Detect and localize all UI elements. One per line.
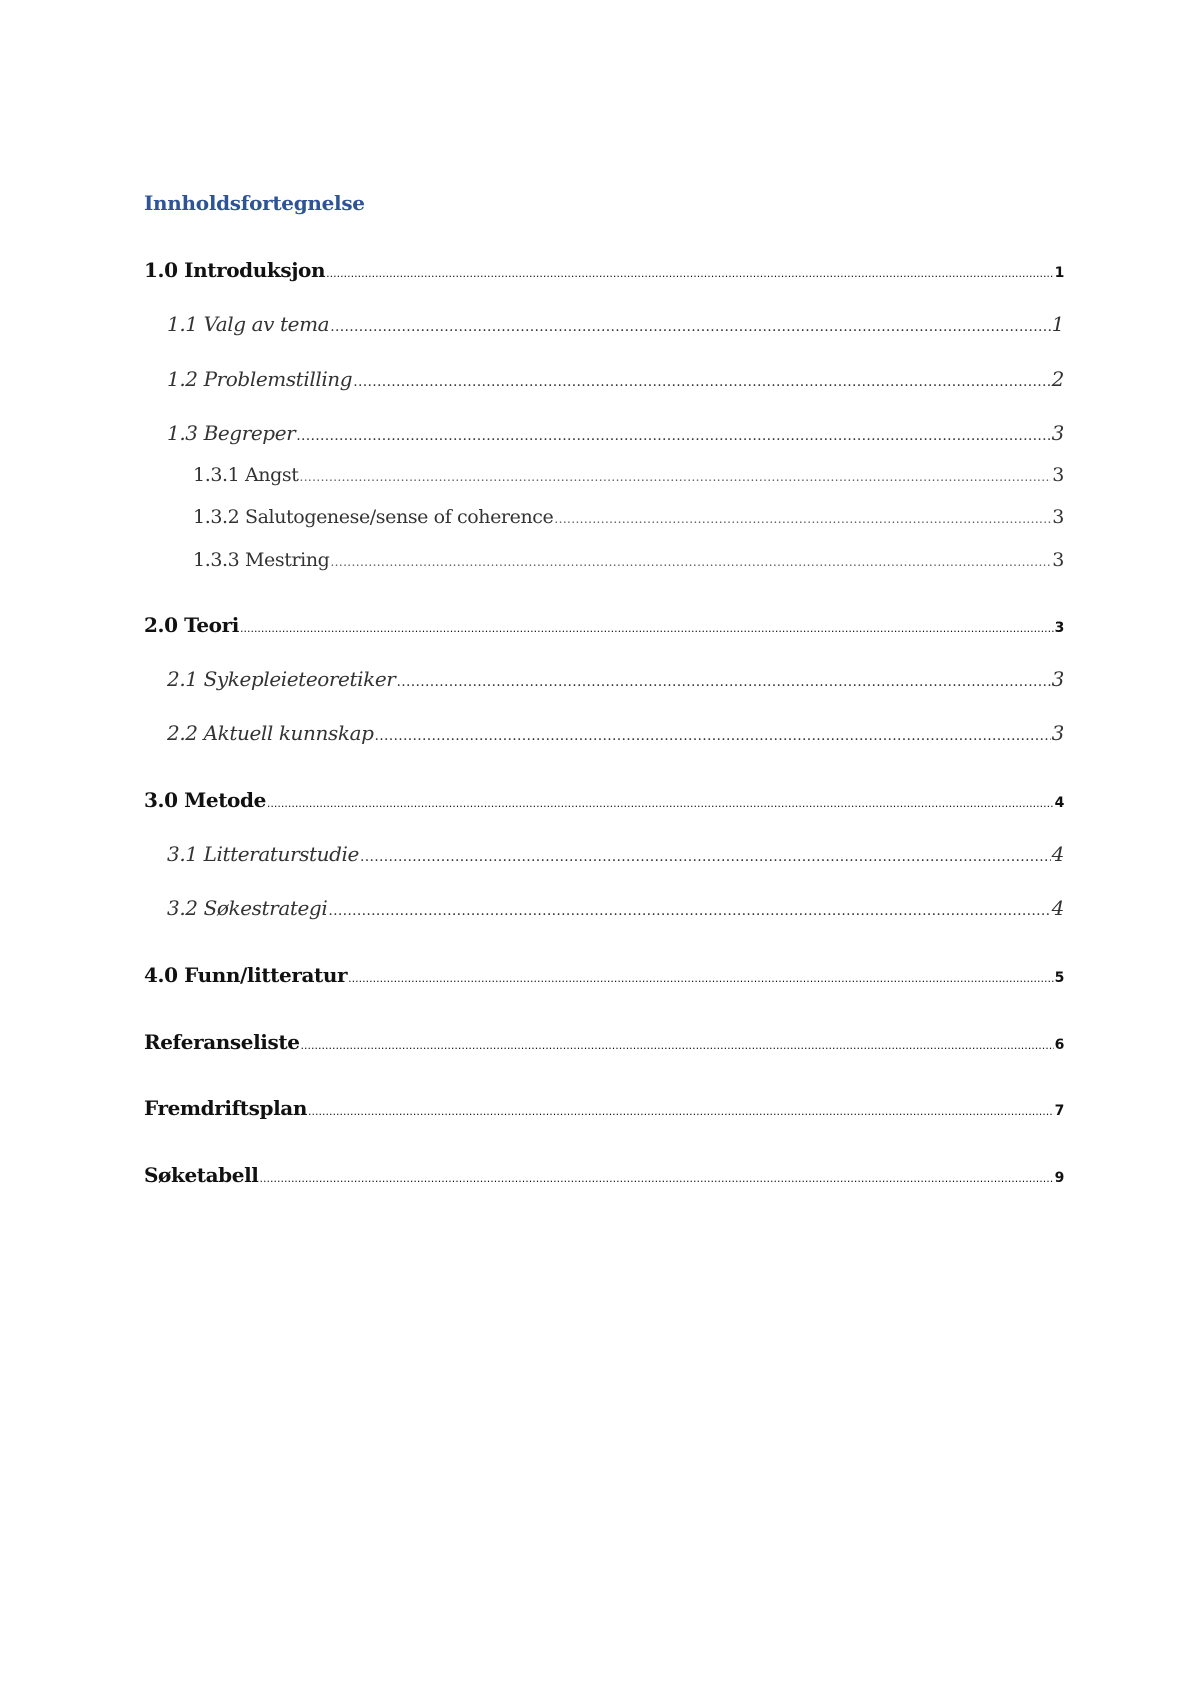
toc-entry-page: 4 bbox=[1051, 842, 1064, 866]
toc-leader-dots bbox=[326, 267, 1054, 280]
toc-entry-page: 1 bbox=[1054, 265, 1064, 281]
toc-leader-dots bbox=[259, 1172, 1053, 1185]
toc-entry-problemstilling[interactable] bbox=[167, 367, 1064, 391]
toc-entry-page: 3 bbox=[1052, 506, 1064, 528]
toc-leader-dots bbox=[375, 728, 1051, 744]
toc-entry-label: 3.0 Metode bbox=[144, 788, 266, 812]
toc-entry-referanseliste[interactable] bbox=[144, 1030, 1064, 1054]
toc-entry-label: 1.3.1 Angst bbox=[193, 464, 299, 486]
toc-entry-introduksjon[interactable] bbox=[144, 258, 1064, 282]
toc-entry-metode[interactable] bbox=[144, 788, 1064, 812]
toc-leader-dots bbox=[353, 374, 1050, 390]
toc-leader-dots bbox=[396, 674, 1050, 690]
toc-entry-aktuell-kunnskap[interactable] bbox=[167, 721, 1064, 745]
toc-leader-dots bbox=[330, 319, 1050, 335]
toc-entry-angst[interactable] bbox=[193, 464, 1064, 486]
toc-entry-label: 2.1 Sykepleieteoretiker bbox=[167, 667, 396, 691]
toc-entry-page: 3 bbox=[1052, 464, 1064, 486]
toc-entry-page: 4 bbox=[1051, 896, 1064, 920]
toc-entry-salutogenese[interactable] bbox=[193, 506, 1064, 528]
toc-entry-label: 1.3 Begreper bbox=[167, 421, 296, 445]
toc-leader-dots bbox=[240, 622, 1054, 635]
toc-leader-dots bbox=[554, 512, 1051, 526]
toc-entry-label: 1.3.2 Salutogenese/sense of coherence bbox=[193, 506, 554, 528]
toc-entry-page: 1 bbox=[1051, 312, 1064, 336]
toc-entry-fremdriftsplan[interactable] bbox=[144, 1096, 1064, 1120]
toc-entry-litteraturstudie[interactable] bbox=[167, 842, 1064, 866]
toc-entry-page: 3 bbox=[1051, 667, 1064, 691]
toc-entry-label: 1.3.3 Mestring bbox=[193, 549, 330, 571]
toc-entry-page: 4 bbox=[1054, 795, 1064, 811]
toc-entry-page: 3 bbox=[1051, 421, 1064, 445]
toc-entry-label: 3.1 Litteraturstudie bbox=[167, 842, 359, 866]
toc-entry-page: 6 bbox=[1054, 1037, 1064, 1053]
toc-leader-dots bbox=[308, 1105, 1054, 1118]
toc-entry-label: 2.2 Aktuell kunnskap bbox=[167, 721, 374, 745]
toc-entry-page: 5 bbox=[1054, 970, 1064, 986]
toc-entry-page: 7 bbox=[1054, 1103, 1064, 1119]
toc-entry-label: 1.0 Introduksjon bbox=[144, 258, 326, 282]
toc-leader-dots bbox=[330, 555, 1051, 569]
toc-entry-soketabell[interactable] bbox=[144, 1163, 1064, 1187]
toc-entry-label: 1.2 Problemstilling bbox=[167, 367, 353, 391]
toc-leader-dots bbox=[296, 428, 1050, 444]
toc-entry-begreper[interactable] bbox=[167, 421, 1064, 445]
toc-entry-page: 3 bbox=[1051, 721, 1064, 745]
toc-entry-label: 4.0 Funn/litteratur bbox=[144, 963, 348, 987]
toc-leader-dots bbox=[300, 470, 1052, 484]
toc-entry-page: 9 bbox=[1054, 1170, 1064, 1186]
toc-entry-funn-litteratur[interactable] bbox=[144, 963, 1064, 987]
toc-leader-dots bbox=[328, 903, 1050, 919]
toc-entry-label: Søketabell bbox=[144, 1163, 259, 1187]
toc-entry-page: 3 bbox=[1054, 620, 1064, 636]
toc-entry-label: 1.1 Valg av tema bbox=[167, 312, 330, 336]
toc-leader-dots bbox=[301, 1039, 1054, 1052]
toc-entry-label: 3.2 Søkestrategi bbox=[167, 896, 328, 920]
toc-leader-dots bbox=[348, 972, 1054, 985]
toc-heading: Innholdsfortegnelse bbox=[144, 191, 365, 215]
toc-entry-label: Fremdriftsplan bbox=[144, 1096, 307, 1120]
toc-entry-page: 3 bbox=[1052, 549, 1064, 571]
toc-entry-sykepleieteoretiker[interactable] bbox=[167, 667, 1064, 691]
toc-entry-label: Referanseliste bbox=[144, 1030, 300, 1054]
toc-entry-valg-av-tema[interactable] bbox=[167, 312, 1064, 336]
toc-leader-dots bbox=[267, 797, 1054, 810]
toc-entry-page: 2 bbox=[1051, 367, 1064, 391]
toc-entry-mestring[interactable] bbox=[193, 549, 1064, 571]
toc-leader-dots bbox=[360, 849, 1051, 865]
toc-entry-label: 2.0 Teori bbox=[144, 613, 239, 637]
toc-entry-sokestrategi[interactable] bbox=[167, 896, 1064, 920]
toc-entry-teori[interactable] bbox=[144, 613, 1064, 637]
